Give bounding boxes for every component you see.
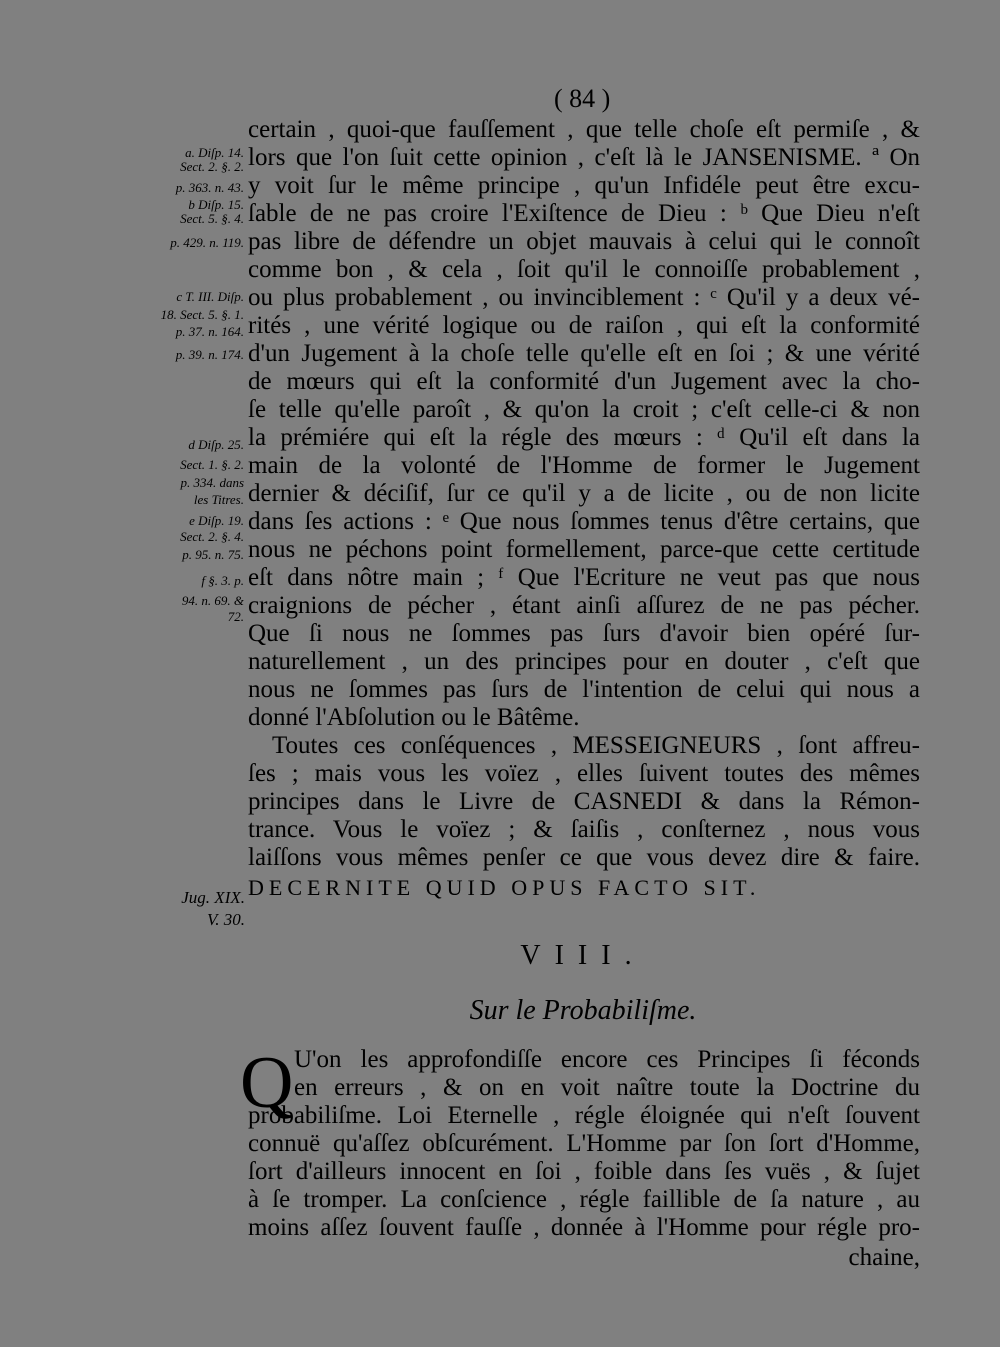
text-line: certain , quoi-que fauſſement , que telle choſe eſt permiſe , &	[248, 116, 920, 143]
margin-note: p. 429. n. 119.	[170, 235, 244, 250]
margin-note: 94. n. 69. &	[181, 593, 244, 608]
text-line: ſes ; mais vous les voïez , elles ſuivent toutes des mêmes	[248, 760, 920, 787]
text-line: craignions de pécher , étant ainſi aſſurez de ne pas pécher.	[248, 592, 920, 619]
text-line: connuë qu'aſſez obſcurément. L'Homme par ſon ſort d'Homme,	[248, 1130, 920, 1157]
text-line: nous ne ſommes pas ſurs de l'intention de celui qui nous a	[248, 676, 920, 703]
margin-note: a. Diſp. 14.	[185, 145, 244, 160]
text-line: en erreurs , & on en voit naître toute la Doctrine du	[294, 1074, 920, 1101]
margin-note: b Diſp. 15.	[188, 197, 244, 212]
text-line: dernier & déciſif, ſur ce qu'il y a de licite , ou de non licite	[248, 480, 920, 507]
text-line: Toutes ces conſéquences , MESSEIGNEURS , ſont affreu-	[272, 732, 920, 759]
text-line: ou plus probablement , ou invinciblement : ᶜ Qu'il y a deux vé-	[248, 284, 920, 311]
text-line: nous ne péchons point formellement, parce-que cette certitude	[248, 536, 920, 563]
text-line: pas libre de défendre un objet mauvais à celui qui le connoît	[248, 228, 920, 255]
page-number: ( 84 )	[554, 84, 611, 113]
margin-note: 18. Sect. 5. §. 1.	[160, 307, 244, 322]
text-line: dans ſes actions : ᵉ Que nous ſommes tenus d'être certains, que	[248, 508, 920, 535]
text-line: moins aſſez ſouvent fauſſe , donnée à l'Homme pour régle pro-	[248, 1214, 920, 1241]
text-line: de mœurs qui eſt la conformité d'un Jugement avec la cho-	[248, 368, 920, 395]
text-line: U'on les approfondiſſe encore ces Principes ſi féconds	[294, 1046, 920, 1073]
margin-note: Sect. 2. §. 4.	[180, 529, 244, 544]
margin-note: f §. 3. p.	[201, 573, 244, 588]
section-title: Sur le Probabiliſme.	[469, 995, 697, 1026]
text-line: probabiliſme. Loi Eternelle , régle éloignée qui n'eſt ſouvent	[248, 1102, 920, 1129]
scripture-reference-verse: V. 30.	[207, 910, 245, 929]
section-number: VIII.	[520, 940, 646, 971]
text-line: ſort d'ailleurs innocent en ſoi , foible dans ſes vuës , & ſujet	[248, 1158, 920, 1185]
text-line: y voit ſur le même principe , qu'un Infidéle peut être excu-	[248, 172, 920, 199]
drop-cap: Q	[240, 1042, 294, 1124]
margin-note: p. 95. n. 75.	[182, 547, 244, 562]
text-line: lors que l'on ſuit cette opinion , c'eſt là le JANSENISME. ª On	[248, 144, 920, 171]
text-line: main de la volonté de l'Homme de former le Jugement	[248, 452, 920, 479]
text-line: chaine,	[848, 1244, 920, 1271]
text-line: eſt dans nôtre main ; ᶠ Que l'Ecriture ne veut pas que nous	[248, 564, 920, 591]
margin-note: p. 39. n. 174.	[175, 347, 244, 362]
scripture-reference	[140, 887, 245, 931]
margin-note: les Titres.	[193, 492, 244, 507]
margin-note: Sect. 1. §. 2.	[180, 457, 244, 472]
text-line: laiſſons vous mêmes penſer ce que vous devez dire & faire.	[248, 844, 920, 871]
margin-note: Sect. 2. §. 2.	[180, 159, 244, 174]
text-line: rités , une vérité logique ou de raiſon , qui eſt la conformité	[248, 312, 920, 339]
text-line: ſable de ne pas croire l'Exiſtence de Dieu : ᵇ Que Dieu n'eſt	[248, 200, 920, 227]
margin-note: c T. III. Diſp.	[176, 289, 244, 304]
text-line: d'un Jugement à la choſe telle qu'elle eſt en ſoi ; & une vérité	[248, 340, 920, 367]
margin-note: p. 363. n. 43.	[175, 180, 244, 195]
text-line: ſe telle qu'elle paroît , & qu'on la croit ; c'eſt celle-ci & non	[248, 396, 920, 423]
text-line: Que ſi nous ne ſommes pas ſurs d'avoir bien opéré ſur-	[248, 620, 920, 647]
text-line: la prémiére qui eſt la régle des mœurs : ᵈ Qu'il eſt dans la	[248, 424, 920, 451]
margin-note: e Diſp. 19.	[189, 513, 244, 528]
text-line: naturellement , un des principes pour en douter , c'eſt que	[248, 648, 920, 675]
text-line: donné l'Abſolution ou le Bâtême.	[248, 704, 580, 731]
text-line: à ſe tromper. La conſcience , régle faillible de ſa nature , au	[248, 1186, 920, 1213]
text-line: principes dans le Livre de CASNEDI & dans la Rémon-	[248, 788, 920, 815]
text-line: DECERNITE QUID OPUS FACTO SIT.	[248, 875, 761, 900]
margin-note: Sect. 5. §. 4.	[180, 211, 244, 226]
text-line: comme bon , & cela , ſoit qu'il le connoiſſe probablement ,	[248, 256, 920, 283]
margin-note: p. 334. dans	[180, 475, 244, 490]
margin-note: d Diſp. 25.	[188, 437, 244, 452]
margin-note: p. 37. n. 164.	[175, 324, 244, 339]
text-line: trance. Vous le voïez ; & ſaiſis , conſternez , nous vous	[248, 816, 920, 843]
margin-note: 72.	[227, 609, 244, 624]
scripture-reference-book: Jug. XIX.	[181, 888, 245, 907]
